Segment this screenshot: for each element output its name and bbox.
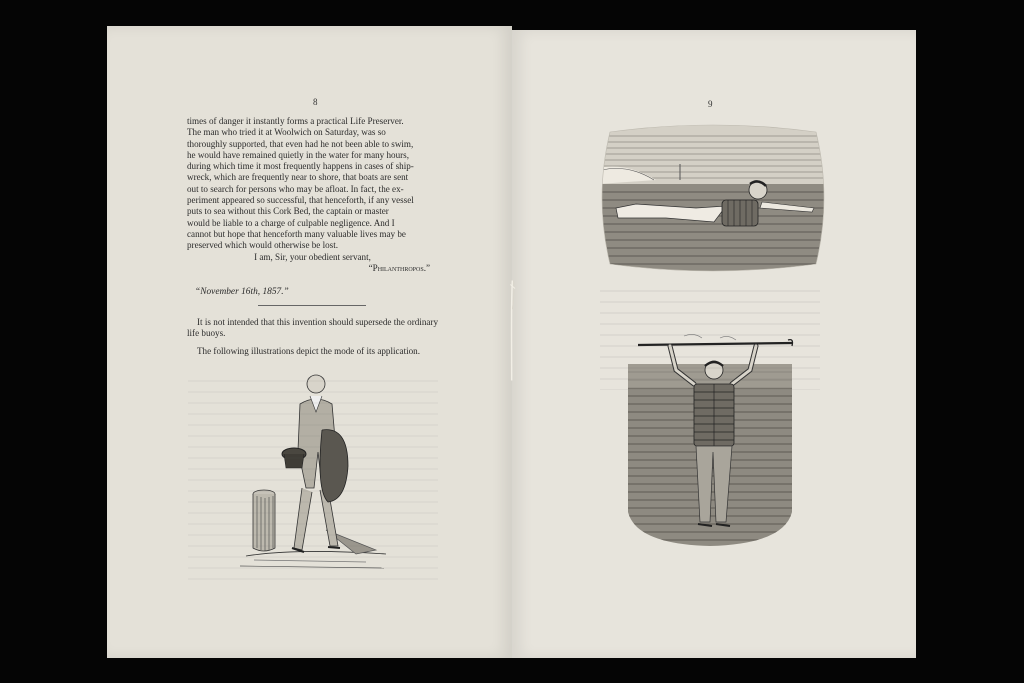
letter-closing: I am, Sir, your obedient servant, — [254, 251, 371, 262]
text-line: times of danger it instantly forms a practical Life Preserver. — [187, 116, 404, 126]
page-number-right: 9 — [708, 99, 713, 109]
show-through-text — [188, 380, 438, 580]
text-line: The man who tried it at Woolwich on Saturday, was so — [187, 127, 386, 138]
text-line: thoroughly supported, that even had he not been able to swim, — [187, 138, 414, 149]
letter-signature: “Philanthropos.” — [368, 262, 430, 273]
text-line: puts to sea without this Cork Bed, the captain or master — [187, 206, 389, 217]
note-paragraph-1: It is not intended that this invention should supersede the ordinary life buoys. — [187, 317, 438, 339]
show-through-text — [600, 290, 820, 390]
text-line: wreck, which are frequently near to shore, that boats are sent — [187, 172, 409, 183]
text-line: he would have remained quietly in the water for many hours, — [187, 149, 409, 160]
text-line: periment appeared so successful, that henceforth, if any vessel — [187, 195, 414, 206]
text-line: preserved which would otherwise be lost. — [187, 240, 339, 251]
letter-date: “November 16th, 1857.” — [195, 287, 289, 297]
swimming-man-illustration — [596, 122, 830, 274]
section-divider — [258, 305, 366, 306]
note-paragraph-2: The following illustrations depict the mode of its application. — [197, 346, 421, 356]
binding-thread — [509, 255, 517, 410]
text-line: out to search for persons who may be afloat. In fact, the ex- — [187, 183, 404, 194]
letter-body — [187, 116, 438, 274]
page-number-left: 8 — [313, 97, 318, 107]
text-line: would be liable to a charge of culpable negligence. And I — [187, 217, 395, 228]
text-line: during which time it most frequently happens in cases of ship- — [187, 161, 414, 172]
text-line: cannot but hope that henceforth many valuable lives may be — [187, 228, 406, 239]
